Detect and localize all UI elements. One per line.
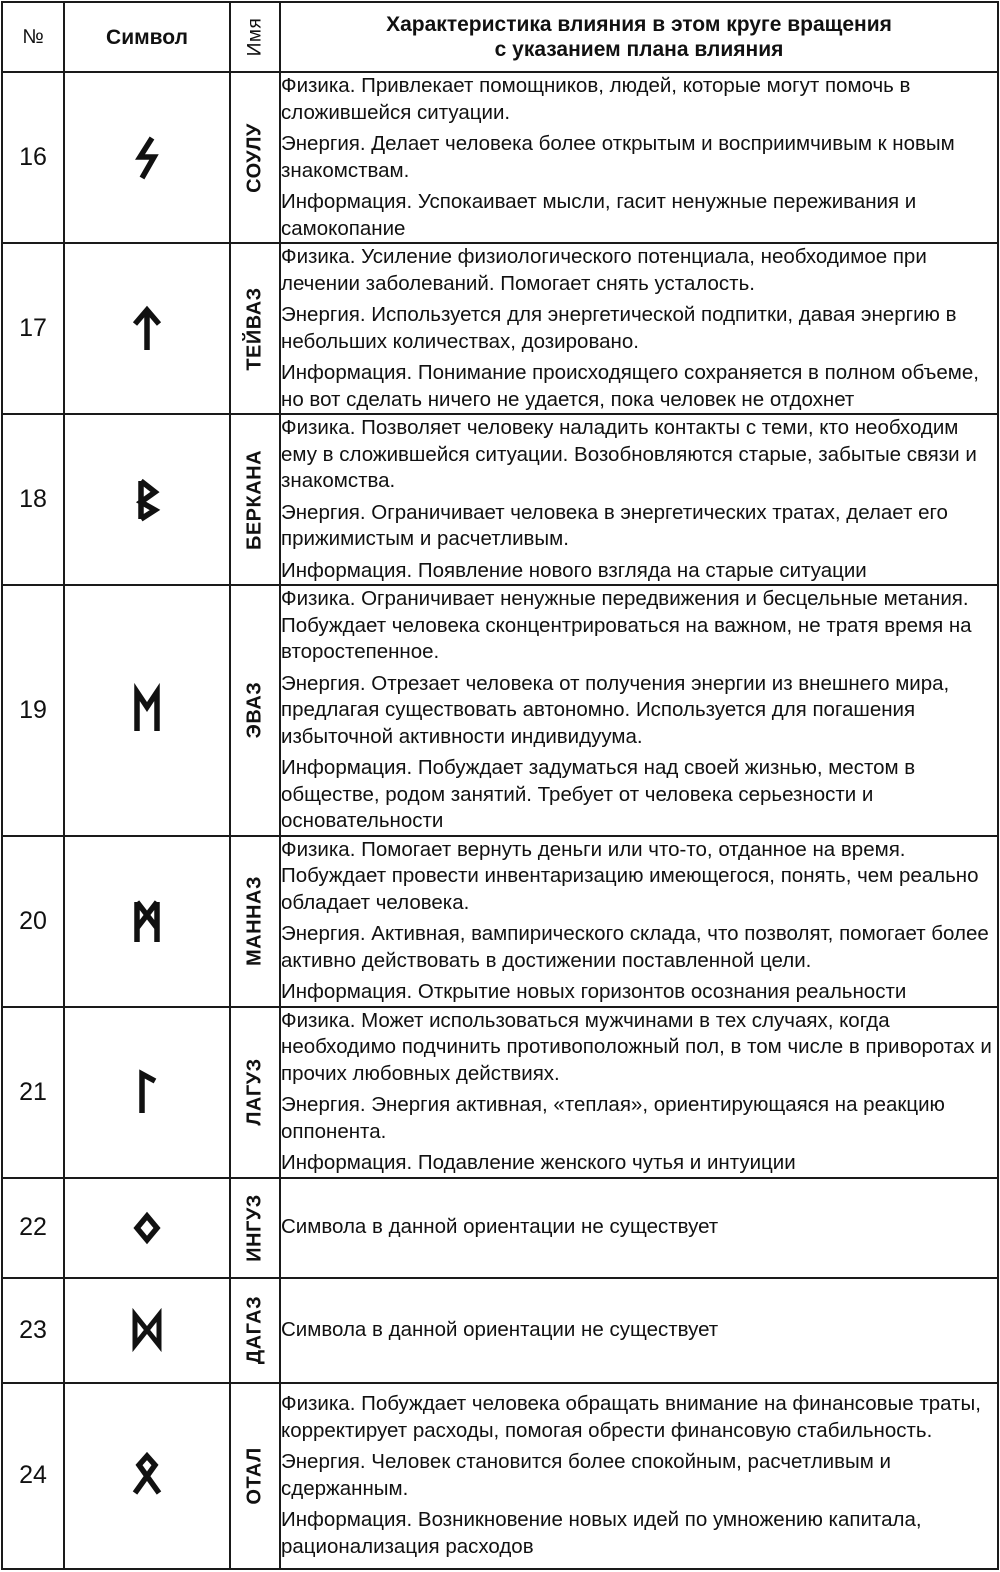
- description-cell: [280, 243, 998, 414]
- description-cell: [280, 1278, 998, 1383]
- rune-name-cell: [230, 414, 280, 585]
- mannaz-rune-icon: [127, 898, 167, 944]
- rune-symbol-cell: [64, 1383, 230, 1570]
- header-num: №: [2, 2, 64, 72]
- description-cell: [280, 1383, 998, 1570]
- rune-symbol-cell: [64, 585, 230, 836]
- physics-text: Физика. Помогает вернуть деньги или что-то, отданное на время. Побуждает провести инвентаризацию имеющегося, понять, чем реально обладает человека.: [281, 837, 979, 914]
- dagaz-rune-icon: [127, 1307, 167, 1353]
- sowilo-rune-icon: [127, 135, 167, 181]
- note-text: Символа в данной ориентации не существует: [281, 1215, 719, 1239]
- rune-name: ТЕЙВАЗ: [243, 286, 266, 371]
- rune-name: ИНГУЗ: [243, 1193, 266, 1262]
- header-symbol: Символ: [64, 2, 230, 72]
- energy-text: Энергия. Используется для энергетической подпитки, давая энергию в небольших количествах, дозировано.: [281, 303, 957, 353]
- information-text: Информация. Возникновение новых идей по умножению капитала, рационализация расходов: [281, 1508, 922, 1558]
- description-cell: [280, 836, 998, 1007]
- table-row: [2, 414, 998, 585]
- rune-name-cell: [230, 1278, 280, 1383]
- rune-name: МАННАЗ: [243, 876, 266, 966]
- row-number: 17: [2, 243, 64, 414]
- berkana-rune-icon: [127, 477, 167, 523]
- table-row: [2, 1278, 998, 1383]
- header-description: [280, 2, 998, 72]
- energy-text: Энергия. Человек становится более спокойным, расчетливым и сдержанным.: [281, 1450, 891, 1500]
- rune-name-cell: [230, 1178, 280, 1278]
- rune-name-cell: [230, 836, 280, 1007]
- othala-rune-icon: [127, 1453, 167, 1499]
- physics-text: Физика. Привлекает помощников, людей, которые могут помочь в сложившейся ситуации.: [281, 74, 911, 124]
- rune-symbol-cell: [64, 1278, 230, 1383]
- rune-name: ДАГАЗ: [243, 1295, 266, 1365]
- rune-symbol-cell: [64, 72, 230, 243]
- note-text: Символа в данной ориентации не существует: [281, 1317, 719, 1341]
- header-name-label: Имя: [244, 17, 266, 57]
- description-cell: [280, 1178, 998, 1278]
- rune-symbol-cell: [64, 414, 230, 585]
- header-name: [230, 2, 280, 72]
- rune-name: ЛАГУЗ: [243, 1058, 266, 1126]
- table-row: [2, 243, 998, 414]
- description-cell: [280, 414, 998, 585]
- description-cell: [280, 585, 998, 836]
- rune-symbol-cell: [64, 1178, 230, 1278]
- energy-text: Энергия. Делает человека более открытым и восприимчивым к новым знакомствам.: [281, 132, 955, 182]
- rune-name: СОУЛУ: [243, 122, 266, 193]
- table-row: [2, 585, 998, 836]
- information-text: Информация. Появление нового взгляда на старые ситуации: [281, 558, 867, 582]
- tiwaz-rune-icon: [127, 306, 167, 352]
- physics-text: Физика. Может использоваться мужчинами в тех случаях, когда необходимо подчинить противоположный пол, в том числе в приворотах и прочих любовных действиях.: [281, 1008, 992, 1085]
- information-text: Информация. Подавление женского чутья и интуиции: [281, 1151, 796, 1174]
- rune-name: ЭВАЗ: [243, 681, 266, 739]
- information-text: Информация. Побуждает задуматься над своей жизнью, местом в обществе, родом занятий. Требует от человека серьезности и основательности: [281, 756, 916, 832]
- energy-text: Энергия. Отрезает человека от получения энергии из внешнего мира, предлагая существовать автономно. Используется для погашения избыточной активности индивидуума.: [281, 671, 950, 748]
- rune-name: ОТАЛ: [243, 1447, 266, 1505]
- table-row: [2, 1383, 998, 1570]
- rune-symbol-cell: [64, 1007, 230, 1178]
- information-text: Информация. Понимание происходящего сохраняется в полном объеме, но вот сделать ничего не удается, пока человек не отдохнет: [281, 361, 980, 411]
- table-row: [2, 72, 998, 243]
- rune-name-cell: [230, 1383, 280, 1570]
- row-number: 24: [2, 1383, 64, 1570]
- row-number: 23: [2, 1278, 64, 1383]
- ehwaz-rune-icon: [127, 687, 167, 733]
- physics-text: Физика. Ограничивает ненужные передвижения и бесцельные метания. Побуждает человека сконцентрироваться на важном, не тратя время на второстепенное.: [281, 587, 972, 663]
- row-number: 18: [2, 414, 64, 585]
- energy-text: Энергия. Активная, вампирического склада, что позволят, помогает более активно действовать в достижении поставленной цели.: [281, 922, 989, 972]
- header-row: [2, 2, 998, 72]
- row-number: 16: [2, 72, 64, 243]
- row-number: 22: [2, 1178, 64, 1278]
- table-row: [2, 836, 998, 1007]
- information-text: Информация. Открытие новых горизонтов осознания реальности: [281, 980, 907, 1003]
- header-description-line2: с указанием плана влияния: [494, 38, 784, 61]
- header-description-line1: Характеристика влияния в этом круге вращения: [386, 13, 892, 36]
- physics-text: Физика. Побуждает человека обращать внимание на финансовые траты, корректирует расходы, помогая обрести финансовую стабильность.: [281, 1392, 981, 1442]
- rune-symbol-cell: [64, 836, 230, 1007]
- table-row: [2, 1178, 998, 1278]
- inguz-rune-icon: [127, 1205, 167, 1251]
- physics-text: Физика. Усиление физиологического потенциала, необходимое при лечении заболеваний. Помогает снять усталость.: [281, 245, 927, 295]
- rune-symbol-cell: [64, 243, 230, 414]
- information-text: Информация. Успокаивает мысли, гасит ненужные переживания и самокопание: [281, 190, 917, 240]
- physics-text: Физика. Позволяет человеку наладить контакты с теми, кто необходим ему в сложившейся ситуации. Возобновляются старые, забытые связи и знакомства.: [281, 416, 977, 492]
- energy-text: Энергия. Энергия активная, «теплая», ориентирующаяся на реакцию оппонента.: [281, 1093, 945, 1143]
- description-cell: [280, 72, 998, 243]
- row-number: 20: [2, 836, 64, 1007]
- table-row: [2, 1007, 998, 1178]
- rune-name: БЕРКАНА: [243, 449, 266, 550]
- laguz-rune-icon: [127, 1069, 167, 1115]
- row-number: 21: [2, 1007, 64, 1178]
- row-number: 19: [2, 585, 64, 836]
- rune-name-cell: [230, 243, 280, 414]
- rune-name-cell: [230, 72, 280, 243]
- rune-name-cell: [230, 1007, 280, 1178]
- rune-table: [1, 1, 999, 1570]
- rune-name-cell: [230, 585, 280, 836]
- energy-text: Энергия. Ограничивает человека в энергетических тратах, делает его прижимистым и расчетливым.: [281, 500, 948, 550]
- description-cell: [280, 1007, 998, 1178]
